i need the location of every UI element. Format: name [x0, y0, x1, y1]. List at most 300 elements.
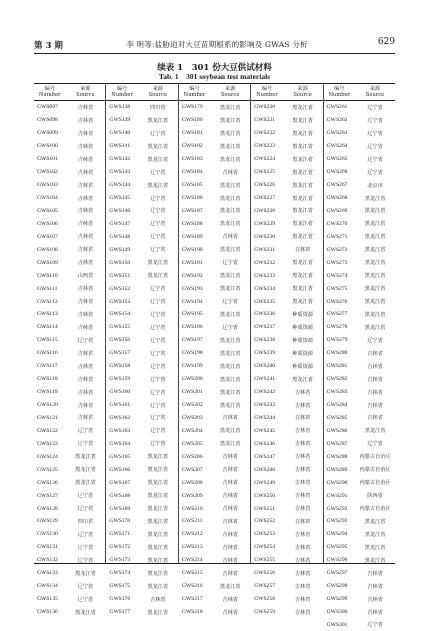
- accession-source: 吉林省: [210, 479, 250, 486]
- accession-source: 辽宁省: [355, 117, 395, 124]
- accession-number: GWS276: [324, 299, 355, 305]
- accession-source: 黑龙江省: [210, 427, 250, 434]
- table-row: [179, 347, 250, 360]
- accession-number: GWS194: [179, 299, 210, 305]
- accession-number: GWS298: [324, 583, 355, 589]
- table-row: [34, 166, 105, 179]
- accession-source: 黑龙江省: [210, 311, 250, 318]
- accession-source: 黑龙江省: [210, 350, 250, 357]
- table-row: [106, 528, 177, 541]
- table-row: [179, 515, 250, 528]
- accession-number: GWS217: [179, 596, 210, 602]
- table-row: [179, 360, 250, 373]
- table-row: [106, 217, 177, 230]
- accession-number: GWS284: [324, 402, 355, 408]
- accession-source: 吉林省: [65, 246, 105, 253]
- table-row: [106, 424, 177, 437]
- accession-source: 吉林省: [283, 389, 323, 396]
- table-row: [34, 101, 105, 114]
- table-row: [251, 476, 322, 489]
- table-row: [324, 308, 395, 321]
- accession-number: GWS100: [34, 143, 65, 149]
- accession-source: 黑龙江省: [283, 272, 323, 279]
- table-row: [324, 437, 395, 450]
- number-column-header: [324, 84, 355, 100]
- table-row: [324, 593, 395, 606]
- accession-source: 黑龙江省: [355, 298, 395, 305]
- source-column-header: [283, 84, 323, 100]
- table-row: [324, 373, 395, 386]
- table-row: [324, 476, 395, 489]
- accession-number: GWS206: [179, 454, 210, 460]
- accession-number: GWS101: [34, 156, 65, 162]
- table-row: [324, 567, 395, 580]
- table-column-group: [178, 84, 250, 563]
- accession-number: GWS150: [106, 260, 137, 266]
- accession-source: 黑龙江省: [138, 466, 178, 473]
- accession-source: 吉林省: [65, 311, 105, 318]
- table-row: [324, 217, 395, 230]
- column-header-row: [324, 84, 395, 101]
- table-row: [179, 127, 250, 140]
- table-row: [251, 399, 322, 412]
- accession-source: 吉林省: [210, 233, 250, 240]
- accession-number: GWS124: [34, 454, 65, 460]
- accession-number: GWS147: [106, 221, 137, 227]
- table-row: [106, 567, 177, 580]
- accession-number: GWS166: [106, 467, 137, 473]
- accession-number: GWS246: [251, 441, 282, 447]
- accession-number: GWS231: [251, 247, 282, 253]
- accession-number: GWS221: [251, 117, 282, 123]
- accession-number: GWS196: [179, 324, 210, 330]
- table-row: [34, 476, 105, 489]
- table-row: [34, 593, 105, 606]
- table-row: [251, 567, 322, 580]
- accession-number: GWS267: [324, 182, 355, 188]
- table-row: [106, 179, 177, 192]
- accession-number: GWS114: [34, 324, 65, 330]
- accession-number: GWS106: [34, 221, 65, 227]
- accession-source: 吉林省: [355, 583, 395, 590]
- accession-number: GWS204: [179, 428, 210, 434]
- accession-source: 吉林省: [210, 557, 250, 564]
- accession-source: 吉林省: [283, 557, 323, 564]
- accession-source: 北京市: [355, 182, 395, 189]
- accession-number: GWS235: [251, 299, 282, 305]
- table-row: [34, 424, 105, 437]
- table-row: [179, 140, 250, 153]
- accession-source: 吉林省: [283, 427, 323, 434]
- accession-number: GWS249: [251, 480, 282, 486]
- table-row: [179, 437, 250, 450]
- table-column-group: [105, 84, 177, 563]
- table-row: [179, 386, 250, 399]
- table-row: [106, 114, 177, 127]
- accession-source: 山西省: [65, 272, 105, 279]
- accession-number: GWS151: [106, 273, 137, 279]
- accession-source: 黑龙江省: [355, 259, 395, 266]
- accession-number: GWS179: [179, 104, 210, 110]
- accession-source: 吉林省: [65, 130, 105, 137]
- soybean-materials-table: [34, 83, 395, 564]
- table-row: [106, 347, 177, 360]
- accession-number: GWS229: [251, 221, 282, 227]
- table-row: [179, 463, 250, 476]
- accession-source: 黑龙江省: [355, 311, 395, 318]
- accession-number: GWS214: [179, 557, 210, 563]
- accession-source: 吉林省: [65, 104, 105, 111]
- table-row: [251, 140, 322, 153]
- table-row: [324, 192, 395, 205]
- accession-number: GWS154: [106, 311, 137, 317]
- accession-number: GWS258: [251, 596, 282, 602]
- table-row: [179, 269, 250, 282]
- accession-number: GWS285: [324, 415, 355, 421]
- accession-number: GWS129: [34, 518, 65, 524]
- accession-source: 辽宁省: [138, 285, 178, 292]
- accession-number: GWS172: [106, 544, 137, 550]
- accession-number: GWS140: [106, 130, 137, 136]
- accession-number: GWS098: [34, 117, 65, 123]
- table-row: [34, 386, 105, 399]
- accession-source: 吉林省: [355, 596, 395, 603]
- table-row: [34, 450, 105, 463]
- accession-number: GWS208: [179, 480, 210, 486]
- accession-source: 黑龙江省: [65, 479, 105, 486]
- accession-number: GWS218: [179, 609, 210, 615]
- accession-source: 吉林省: [65, 285, 105, 292]
- accession-source: 吉林省: [355, 402, 395, 409]
- table-row: [251, 295, 322, 308]
- source-header-en: Source: [76, 92, 94, 98]
- accession-number: GWS189: [179, 234, 210, 240]
- accession-source: 黑龙江省: [65, 570, 105, 577]
- accession-source: 黑龙江省: [65, 609, 105, 616]
- number-header-en: Number: [184, 92, 206, 98]
- accession-number: GWS144: [106, 182, 137, 188]
- accession-source: 辽宁省: [138, 298, 178, 305]
- accession-source: 吉林省: [65, 182, 105, 189]
- accession-number: GWS111: [34, 286, 65, 292]
- table-row: [106, 541, 177, 554]
- accession-number: GWS133: [34, 570, 65, 576]
- table-row: [34, 373, 105, 386]
- accession-source: 吉林省: [355, 350, 395, 357]
- table-row: [324, 295, 395, 308]
- table-row: [251, 101, 322, 114]
- accession-source: 辽宁省: [138, 350, 178, 357]
- accession-source: 吉林省: [210, 544, 250, 551]
- accession-source: 黑龙江省: [283, 182, 323, 189]
- accession-source: 吉林省: [210, 570, 250, 577]
- accession-number: GWS185: [179, 182, 210, 188]
- accession-number: GWS248: [251, 467, 282, 473]
- table-row: [106, 230, 177, 243]
- accession-number: GWS232: [251, 260, 282, 266]
- accession-source: 黑龙江省: [355, 324, 395, 331]
- accession-source: 辽宁省: [210, 298, 250, 305]
- accession-number: GWS145: [106, 195, 137, 201]
- accession-number: GWS213: [179, 544, 210, 550]
- table-row: [324, 528, 395, 541]
- accession-source: 辽宁省: [138, 324, 178, 331]
- table-row: [179, 192, 250, 205]
- accession-number: GWS193: [179, 286, 210, 292]
- table-row: [34, 243, 105, 256]
- table-row: [34, 230, 105, 243]
- table-row: [106, 256, 177, 269]
- table-row: [106, 153, 177, 166]
- table-row: [34, 489, 105, 502]
- accession-number: GWS266: [324, 169, 355, 175]
- number-header-cn: 编号: [189, 86, 199, 92]
- table-row: [324, 101, 395, 114]
- table-row: [34, 321, 105, 334]
- accession-number: GWS153: [106, 299, 137, 305]
- table-row: [251, 153, 322, 166]
- accession-number: GWS165: [106, 454, 137, 460]
- column-header-row: [106, 84, 177, 101]
- accession-source: 吉林省: [65, 195, 105, 202]
- table-row: [324, 153, 395, 166]
- table-row: [324, 334, 395, 347]
- accession-number: GWS146: [106, 208, 137, 214]
- accession-source: 黑龙江省: [210, 389, 250, 396]
- table-row: [251, 243, 322, 256]
- number-header-en: Number: [39, 92, 61, 98]
- accession-source: 吉林省: [65, 402, 105, 409]
- table-row: [251, 127, 322, 140]
- number-column-header: [251, 84, 282, 100]
- table-row: [106, 192, 177, 205]
- accession-number: GWS176: [106, 596, 137, 602]
- accession-number: GWS177: [106, 609, 137, 615]
- number-header-cn: 编号: [45, 86, 55, 92]
- accession-number: GWS103: [34, 182, 65, 188]
- accession-number: GWS191: [179, 260, 210, 266]
- accession-number: GWS141: [106, 143, 137, 149]
- table-row: [324, 179, 395, 192]
- accession-number: GWS175: [106, 583, 137, 589]
- table-row: [251, 463, 322, 476]
- accession-source: 种质资源: [283, 350, 323, 357]
- accession-source: 辽宁省: [65, 427, 105, 434]
- accession-number: GWS155: [106, 324, 137, 330]
- number-column-header: [106, 84, 137, 100]
- table-row: [324, 243, 395, 256]
- table-row: [179, 205, 250, 218]
- table-row: [179, 101, 250, 114]
- table-row: [324, 606, 395, 619]
- accession-source: 吉林省: [210, 492, 250, 499]
- accession-number: GWS268: [324, 195, 355, 201]
- accession-source: 内蒙古自治区: [355, 453, 395, 460]
- accession-number: GWS122: [34, 428, 65, 434]
- table-row: [179, 424, 250, 437]
- accession-number: GWS210: [179, 506, 210, 512]
- accession-source: 吉林省: [210, 505, 250, 512]
- number-header-en: Number: [111, 92, 133, 98]
- accession-source: 吉林省: [65, 363, 105, 370]
- accession-number: GWS257: [251, 583, 282, 589]
- accession-source: 黑龙江省: [283, 195, 323, 202]
- accession-source: 黑龙江省: [283, 220, 323, 227]
- accession-source: 吉林省: [210, 596, 250, 603]
- accession-source: 吉林省: [283, 596, 323, 603]
- accession-source: 黑龙江省: [210, 117, 250, 124]
- table-row: [324, 321, 395, 334]
- number-header-cn: 编号: [262, 86, 272, 92]
- accession-source: 黑龙江省: [210, 285, 250, 292]
- accession-source: 黑龙江省: [138, 609, 178, 616]
- accession-source: 内蒙古自治区: [355, 505, 395, 512]
- accession-source: 吉林省: [210, 466, 250, 473]
- accession-source: 黑龙江省: [283, 169, 323, 176]
- table-row: [34, 256, 105, 269]
- accession-number: GWS121: [34, 415, 65, 421]
- accession-source: 黑龙江省: [283, 376, 323, 383]
- accession-source: 吉林省: [355, 570, 395, 577]
- accession-source: 辽宁省: [355, 156, 395, 163]
- accession-number: GWS181: [179, 130, 210, 136]
- accession-source: 辽宁省: [210, 259, 250, 266]
- accession-number: GWS139: [106, 117, 137, 123]
- table-row: [106, 476, 177, 489]
- table-row: [106, 373, 177, 386]
- accession-source: 黑龙江省: [210, 104, 250, 111]
- accession-number: GWS227: [251, 195, 282, 201]
- table-row: [251, 450, 322, 463]
- accession-number: GWS117: [34, 363, 65, 369]
- accession-number: GWS157: [106, 350, 137, 356]
- accession-number: GWS109: [34, 260, 65, 266]
- source-column-header: [65, 84, 105, 100]
- accession-source: 黑龙江省: [138, 453, 178, 460]
- table-row: [106, 606, 177, 619]
- accession-number: GWS120: [34, 402, 65, 408]
- accession-number: GWS174: [106, 570, 137, 576]
- table-row: [106, 295, 177, 308]
- accession-number: GWS132: [34, 557, 65, 563]
- accession-source: 辽宁省: [138, 427, 178, 434]
- accession-number: GWS283: [324, 389, 355, 395]
- accession-source: 吉林省: [283, 518, 323, 525]
- accession-number: GWS243: [251, 402, 282, 408]
- accession-source: 吉林省: [283, 466, 323, 473]
- accession-number: GWS286: [324, 428, 355, 434]
- table-row: [251, 373, 322, 386]
- table-row: [324, 554, 395, 567]
- accession-source: 吉林省: [65, 259, 105, 266]
- accession-source: 黑龙江省: [210, 195, 250, 202]
- table-row: [179, 606, 250, 619]
- accession-source: 吉林省: [283, 505, 323, 512]
- source-header-cn: 来源: [80, 86, 90, 92]
- accession-number: GWS290: [324, 480, 355, 486]
- table-row: [34, 114, 105, 127]
- accession-source: 辽宁省: [355, 440, 395, 447]
- accession-number: GWS152: [106, 286, 137, 292]
- accession-number: GWS160: [106, 389, 137, 395]
- accession-number: GWS161: [106, 402, 137, 408]
- header-rule: [34, 53, 395, 54]
- accession-number: GWS195: [179, 311, 210, 317]
- table-row: [34, 140, 105, 153]
- accession-number: GWS186: [179, 195, 210, 201]
- accession-number: GWS297: [324, 570, 355, 576]
- accession-source: 黑龙江省: [355, 272, 395, 279]
- table-row: [179, 412, 250, 425]
- table-row: [251, 179, 322, 192]
- accession-source: 吉林省: [355, 414, 395, 421]
- table-row: [179, 114, 250, 127]
- accession-source: 黑龙江省: [210, 376, 250, 383]
- accession-number: GWS104: [34, 195, 65, 201]
- accession-source: 黑龙江省: [283, 298, 323, 305]
- number-column-header: [179, 84, 210, 100]
- accession-number: GWS265: [324, 156, 355, 162]
- table-row: [34, 567, 105, 580]
- table-row: [324, 399, 395, 412]
- accession-number: GWS233: [251, 273, 282, 279]
- accession-number: GWS116: [34, 350, 65, 356]
- accession-number: GWS277: [324, 311, 355, 317]
- accession-source: 黑龙江省: [138, 479, 178, 486]
- accession-source: 陕西省: [355, 492, 395, 499]
- table-row: [324, 619, 395, 631]
- accession-source: 辽宁省: [65, 440, 105, 447]
- accession-number: GWS237: [251, 324, 282, 330]
- accession-number: GWS239: [251, 350, 282, 356]
- accession-number: GWS209: [179, 493, 210, 499]
- accession-source: 黑龙江省: [283, 104, 323, 111]
- table-row: [106, 580, 177, 593]
- table-row: [251, 205, 322, 218]
- table-row: [34, 528, 105, 541]
- accession-source: 辽宁省: [138, 402, 178, 409]
- table-row: [34, 347, 105, 360]
- table-row: [34, 515, 105, 528]
- accession-number: GWS263: [324, 130, 355, 136]
- accession-number: GWS169: [106, 506, 137, 512]
- table-row: [179, 308, 250, 321]
- accession-source: 吉林省: [283, 531, 323, 538]
- accession-source: 吉林省: [355, 609, 395, 616]
- accession-number: GWS164: [106, 441, 137, 447]
- accession-number: GWS282: [324, 376, 355, 382]
- accession-source: 黑龙江省: [210, 337, 250, 344]
- table-row: [251, 269, 322, 282]
- table-row: [324, 114, 395, 127]
- table-row: [179, 321, 250, 334]
- accession-source: 辽宁省: [138, 311, 178, 318]
- accession-source: 黑龙江省: [355, 220, 395, 227]
- accession-number: GWS295: [324, 544, 355, 550]
- table-row: [324, 282, 395, 295]
- accession-number: GWS118: [34, 376, 65, 382]
- accession-number: GWS281: [324, 363, 355, 369]
- accession-number: GWS220: [251, 104, 282, 110]
- table-row: [251, 580, 322, 593]
- table-row: [324, 450, 395, 463]
- accession-source: 吉林省: [283, 609, 323, 616]
- table-row: [179, 282, 250, 295]
- accession-number: GWS245: [251, 428, 282, 434]
- table-row: [34, 554, 105, 567]
- table-row: [324, 424, 395, 437]
- accession-source: 黑龙江省: [210, 246, 250, 253]
